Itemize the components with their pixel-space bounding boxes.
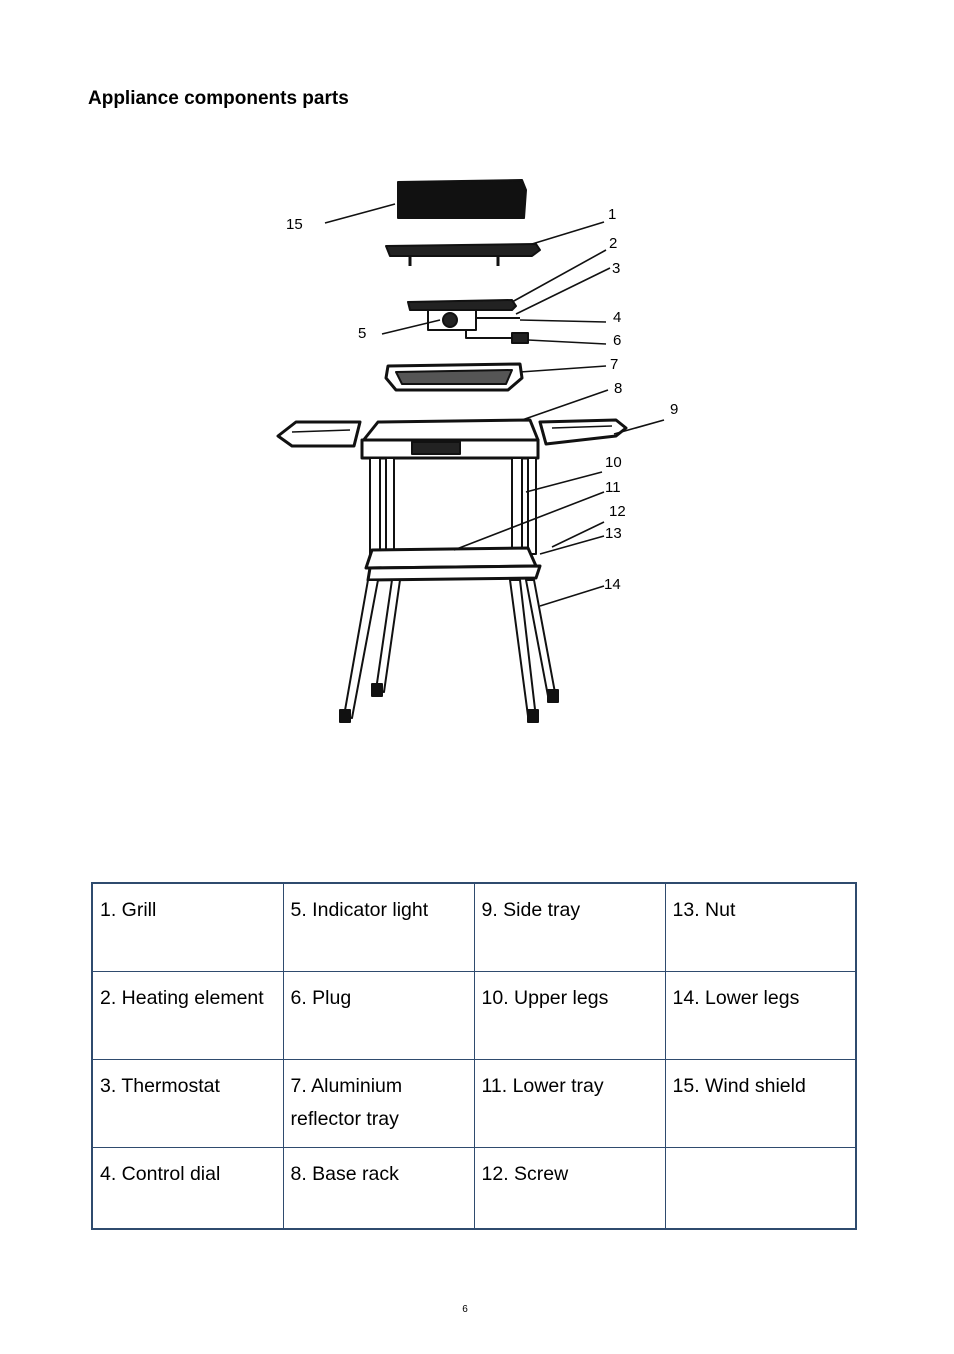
control-dial-shape (443, 313, 457, 327)
table-row (92, 971, 856, 1059)
table-cell: 3. Thermostat (92, 1059, 283, 1147)
table-cell: 15. Wind shield (665, 1059, 856, 1147)
grill-plate-shape (386, 244, 540, 256)
callout-9: 9 (670, 401, 679, 418)
callout-12: 12 (609, 503, 626, 520)
table-cell: 11. Lower tray (474, 1059, 665, 1147)
callout-6: 6 (613, 332, 622, 349)
table-row (92, 883, 856, 971)
table-cell: 5. Indicator light (283, 883, 474, 971)
table-cell: 7. Aluminium reflector tray (283, 1059, 474, 1147)
exploded-diagram (0, 150, 954, 750)
table-cell: 10. Upper legs (474, 971, 665, 1059)
side-tray-right-shape (540, 420, 626, 444)
callout-11: 11 (605, 479, 621, 496)
callout-labels (286, 206, 678, 593)
callout-4: 4 (613, 309, 622, 326)
table-cell: 8. Base rack (283, 1147, 474, 1229)
callout-13: 13 (605, 525, 622, 542)
parts-table (91, 882, 857, 1230)
grill-illustration (0, 150, 954, 750)
callout-2: 2 (609, 235, 618, 252)
table-cell: 12. Screw (474, 1147, 665, 1229)
table-cell: 1. Grill (92, 883, 283, 971)
callout-15: 15 (286, 216, 303, 233)
table-row (92, 1147, 856, 1229)
table-cell: 9. Side tray (474, 883, 665, 971)
callout-1: 1 (608, 206, 617, 223)
wind-shield-shape (398, 180, 526, 218)
callout-8: 8 (614, 380, 623, 397)
table-cell: 13. Nut (665, 883, 856, 971)
side-tray-left-shape (278, 422, 360, 446)
table-row (92, 1059, 856, 1147)
table-cell: 2. Heating element (92, 971, 283, 1059)
callout-3: 3 (612, 260, 621, 277)
plug-shape (512, 333, 528, 343)
upper-leg-left-shape (370, 458, 380, 554)
callout-10: 10 (605, 454, 622, 471)
heating-element-shape (408, 300, 516, 310)
upper-leg-right-shape (512, 458, 522, 554)
table-cell: 6. Plug (283, 971, 474, 1059)
callout-5: 5 (358, 325, 367, 342)
table-cell (665, 1147, 856, 1229)
lower-leg-shape (344, 580, 378, 718)
callout-7: 7 (610, 356, 619, 373)
table-cell: 14. Lower legs (665, 971, 856, 1059)
page-number: 6 (462, 1304, 468, 1315)
page-title: Appliance components parts (88, 88, 349, 109)
callout-14: 14 (604, 576, 621, 593)
table-cell: 4. Control dial (92, 1147, 283, 1229)
